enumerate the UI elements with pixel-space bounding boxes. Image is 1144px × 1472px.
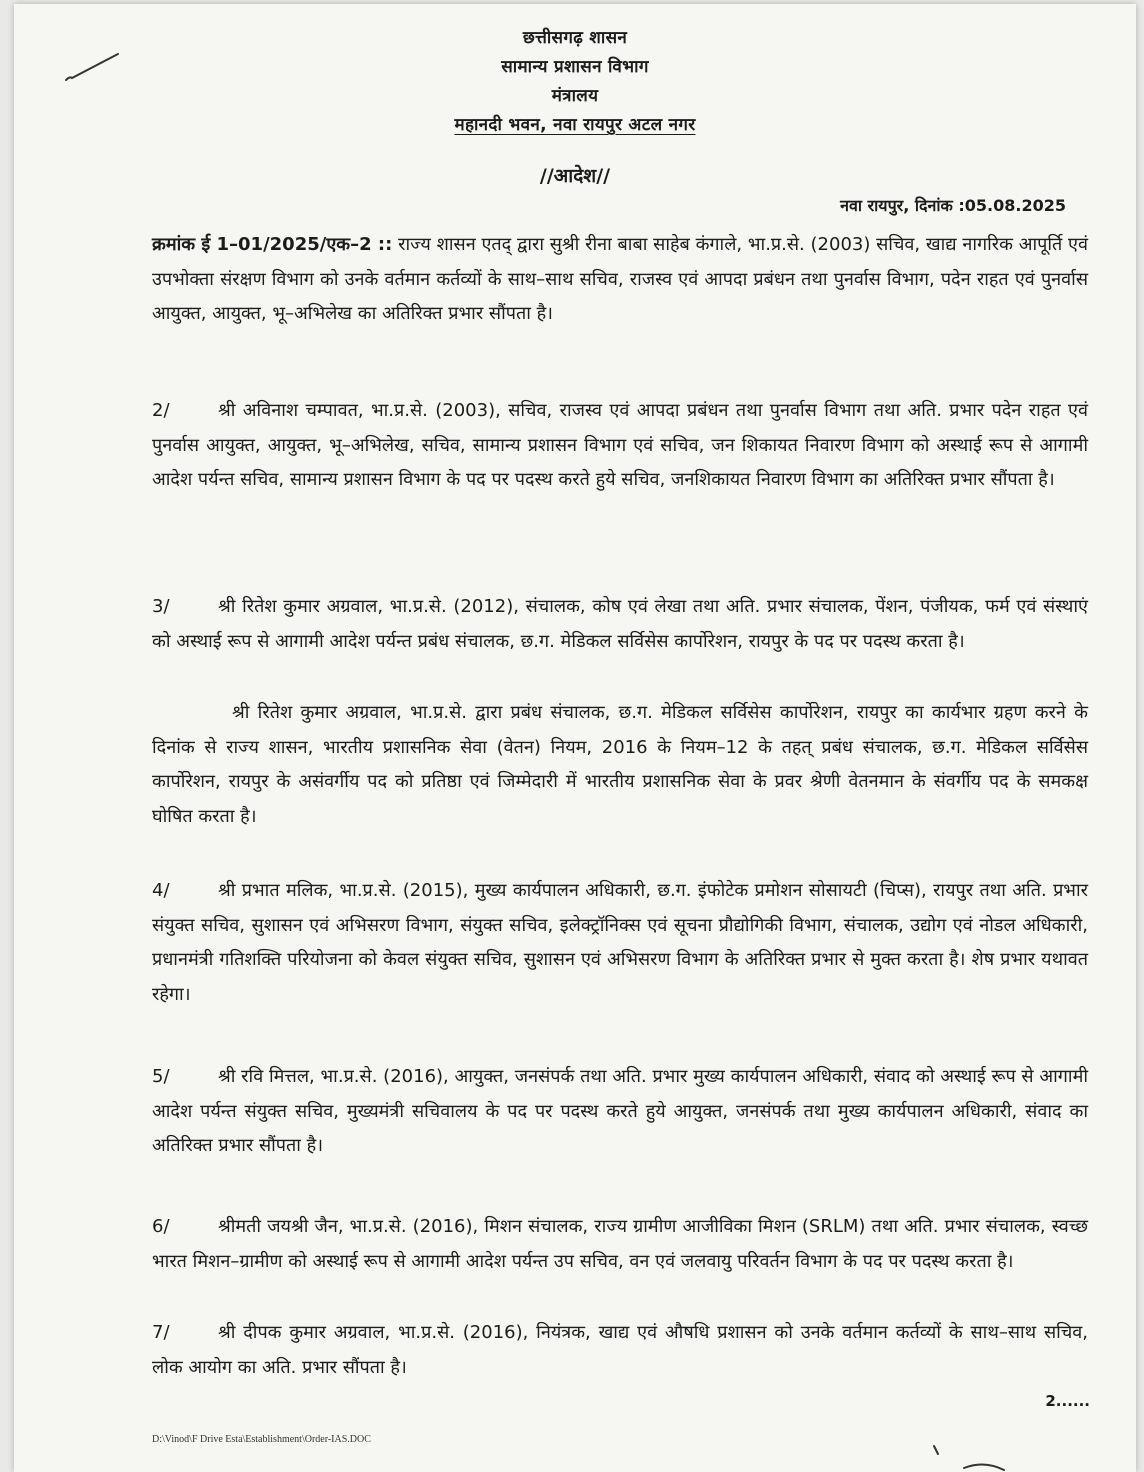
paragraph-text: श्री दीपक कुमार अग्रवाल, भा.प्र.से. (2016), नियंत्रक, खाद्य एवं औषधि प्रशासन को उनके वर्तमान कर्तव्यों के साथ–साथ सचिव, लोक आयोग का अति. प्रभार सौंपता है। <box>152 1322 1088 1378</box>
paragraph-1 <box>152 228 1088 332</box>
order-date: नवा रायपुर, दिनांक :05.08.2025 <box>840 196 1066 215</box>
paragraph-4 <box>152 874 1088 1012</box>
paragraph-number: 5/ <box>152 1066 170 1087</box>
paragraph-3 <box>152 590 1088 659</box>
paragraph-text: श्री रितेश कुमार अग्रवाल, भा.प्र.से. (2012), संचालक, कोष एवं लेखा तथा अति. प्रभार संचालक, पेंशन, पंजीयक, फर्म एवं संस्थाएं को अस्थाई रूप से आगामी आदेश पर्यन्त प्रबंध संचालक, छ.ग. मेडिकल सर्विसेस कार्पोरेशन, रायपुर के पद पर पदस्थ करता है। <box>152 596 1088 652</box>
paragraph-text: श्री रितेश कुमार अग्रवाल, भा.प्र.से. द्वारा प्रबंध संचालक, छ.ग. मेडिकल सर्विसेस कार्पोरेशन, रायपुर का कार्यभार ग्रहण करने के दिनांक से राज्य शासन, भारतीय प्रशासनिक सेवा (वेतन) नियम, 2016 के नियम–12 के तहत् प्रबंध संचालक, छ.ग. मेडिकल सर्विसेस कार्पोरेशन, रायपुर के असंवर्गीय पद को प्रतिष्ठा एवं जिम्मेदारी में भारतीय प्रशासनिक सेवा के प्रवर श्रेणी वेतनमान के संवर्गीय पद के समकक्ष घोषित करता है। <box>152 702 1088 827</box>
office-name: मंत्रालय <box>551 86 599 106</box>
paragraph-number: 4/ <box>152 880 170 901</box>
paragraph-6 <box>152 1210 1088 1279</box>
paragraph-number: 6/ <box>152 1216 170 1237</box>
paragraph-number: 7/ <box>152 1322 170 1343</box>
paragraph-text: श्रीमती जयश्री जैन, भा.प्र.से. (2016), मिशन संचालक, राज्य ग्रामीण आजीविका मिशन (SRLM) तथा अति. प्रभार संचालक, स्वच्छ भारत मिशन–ग्रामीण को अस्थाई रूप से आगामी आदेश पर्यन्त उप सचिव, वन एवं जलवायु परिवर्तन विभाग के पद पर पदस्थ करता है। <box>152 1216 1088 1272</box>
paragraph-number: 2/ <box>152 400 170 421</box>
office-address: महानदी भवन, नवा रायपुर अटल नगर <box>454 115 696 135</box>
order-title: //आदेश// <box>539 165 611 187</box>
paragraph-3-continuation <box>152 696 1088 834</box>
paragraph-text: श्री प्रभात मलिक, भा.प्र.से. (2015), मुख्य कार्यपालन अधिकारी, छ.ग. इंफोटेक प्रमोशन सोसायटी (चिप्स), रायपुर तथा अति. प्रभार संयुक्त सचिव, सुशासन एवं अभिसरण विभाग, संयुक्त सचिव, इलेक्ट्रॉनिक्स एवं सूचना प्रौद्योगिकी विभाग, संचालक, उद्योग एवं नोडल अधिकारी, प्रधानमंत्री गतिशक्ति परियोजना को केवल संयुक्त सचिव, सुशासन एवं अभिसरण विभाग के अतिरिक्त प्रभार से मुक्त करता है। शेष प्रभार यथावत रहेगा। <box>152 880 1088 1005</box>
paragraph-text: राज्य शासन एतद् द्वारा सुश्री रीना बाबा साहेब कंगाले, भा.प्र.से. (2003) सचिव, खाद्य नागरिक आपूर्ति एवं उपभोक्ता संरक्षण विभाग को उनके वर्तमान कर्तव्यों के साथ–साथ सचिव, राजस्व एवं आपदा प्रबंधन तथा पुनर्वास विभाग, पदेन राहत एवं पुनर्वास आयुक्त, आयुक्त, भू–अभिलेख का अतिरिक्त प्रभार सौंपता है। <box>152 234 1089 324</box>
paragraph-5 <box>152 1060 1088 1164</box>
paragraph-text: श्री रवि मित्तल, भा.प्र.से. (2016), आयुक्त, जनसंपर्क तथा अति. प्रभार मुख्य कार्यपालन अधिकारी, संवाद को अस्थाई रूप से आगामी आदेश पर्यन्त संयुक्त सचिव, मुख्यमंत्री सचिवालय के पद पर पदस्थ करते हुये आयुक्त, जनसंपर्क तथा मुख्य कार्यपालन अधिकारी, संवाद का अतिरिक्त प्रभार सौंपता है। <box>152 1066 1088 1156</box>
letterhead <box>14 24 1136 140</box>
paragraph-text: श्री अविनाश चम्पावत, भा.प्र.से. (2003), सचिव, राजस्व एवं आपदा प्रबंधन तथा पुनर्वास विभाग तथा अति. प्रभार पदेन राहत एवं पुनर्वास आयुक्त, आयुक्त, भू–अभिलेख, सचिव, सामान्य प्रशासन विभाग एवं सचिव, जन शिकायत निवारण विभाग को अस्थाई रूप से आगामी आदेश पर्यन्त सचिव, सामान्य प्रशासन विभाग के पद पर पदस्थ करते हुये सचिव, जनशिकायत निवारण विभाग का अतिरिक्त प्रभार सौंपता है। <box>152 400 1088 490</box>
paragraph-number: 3/ <box>152 596 170 617</box>
document-page <box>14 4 1136 1472</box>
next-page-marker: 2...... <box>1045 1392 1090 1410</box>
file-path-footer: D:\Vinod\F Drive Esta\Establishment\Order-IAS.DOC <box>152 1434 371 1445</box>
signature-scribble <box>894 1444 1014 1472</box>
order-reference-number: क्रमांक ई 1–01/2025/एक–2 :: <box>152 234 393 255</box>
department-name: सामान्य प्रशासन विभाग <box>501 57 649 77</box>
paragraph-7 <box>152 1316 1088 1385</box>
paragraph-2 <box>152 394 1088 498</box>
government-name: छत्तीसगढ़ शासन <box>522 28 628 48</box>
